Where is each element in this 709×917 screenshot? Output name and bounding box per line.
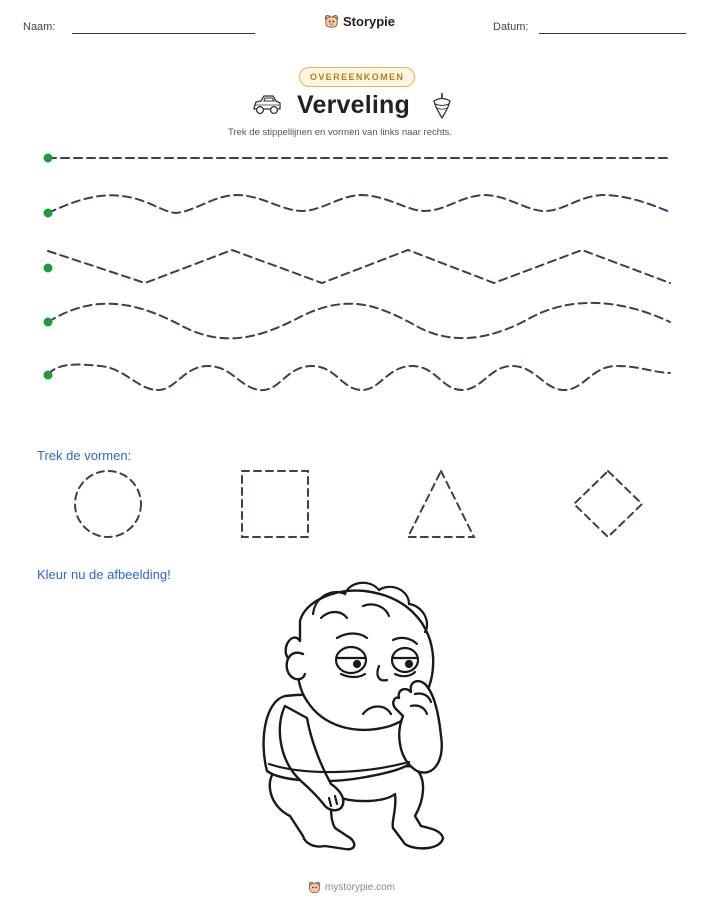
date-label: Datum:: [493, 21, 529, 33]
category-badge: OVEREENKOMEN: [299, 67, 415, 87]
footer-url[interactable]: mystorypie.com: [325, 882, 396, 893]
start-dot-2: [44, 209, 53, 218]
start-dot-4: [44, 318, 53, 327]
tracing-line-wave-1: [48, 195, 670, 213]
tracing-lines: [0, 0, 709, 400]
bored-boy-illustration: [245, 566, 455, 866]
page-title: Verveling: [297, 91, 410, 119]
name-label: Naam:: [23, 21, 56, 33]
tracing-line-zigzag: [48, 250, 670, 283]
instructions: Trek de stippellijnen en vormen van links naar rechts.: [228, 127, 453, 138]
brand-name: Storypie: [343, 14, 396, 29]
start-dot-3: [44, 264, 53, 273]
start-dot-1: [44, 154, 53, 163]
shape-circle: [75, 471, 141, 537]
shape-square: [242, 471, 308, 537]
tracing-shapes: [60, 462, 660, 548]
footer: [308, 881, 395, 894]
storypie-footer-logo-icon: [308, 881, 321, 894]
coloring-section-title: Kleur nu de afbeelding!: [37, 567, 171, 582]
tracing-line-wave-2: [48, 303, 670, 338]
tracing-line-wave-3: [48, 364, 670, 390]
shape-diamond: [574, 471, 642, 537]
shape-triangle: [408, 471, 474, 537]
shapes-section-title: Trek de vormen:: [37, 448, 132, 463]
start-dot-5: [44, 371, 53, 380]
